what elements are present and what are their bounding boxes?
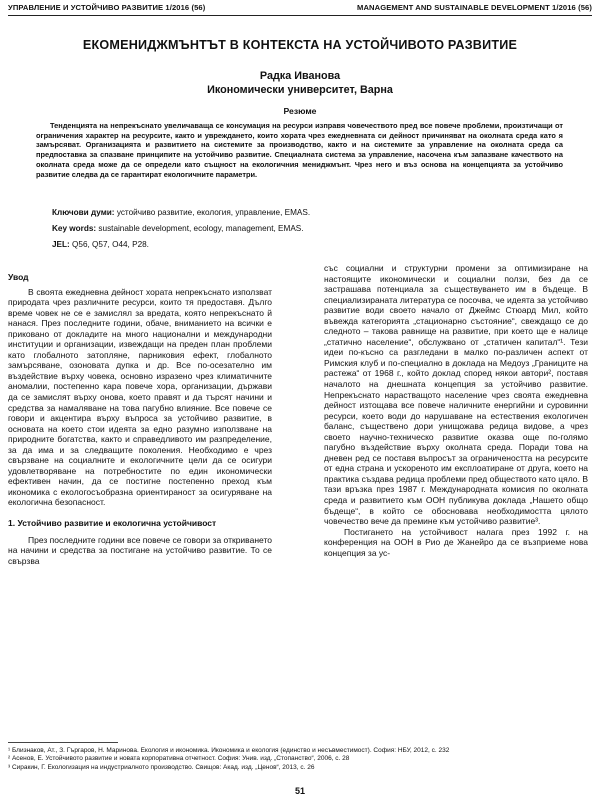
section1-paragraph: През последните години все повече се говори за откриването на начини и средства за постигане на устойчиво развитие. То се свързва <box>8 534 272 566</box>
left-column <box>8 272 272 566</box>
page-number: 51 <box>294 786 305 796</box>
jel-label: JEL: <box>52 240 70 249</box>
article-title: ЕКОМЕНИДЖМЪНТЪТ В КОНТЕКСТА НА УСТОЙЧИВОТО РАЗВИТИЕ <box>82 38 518 52</box>
header-right: MANAGEMENT AND SUSTAINABLE DEVELOPMENT 1/2016 (56) <box>357 3 592 12</box>
footnote-3: ³ Сиракин, Г. Екологизация на индустриалното производство. Свищов: Акад. изд. „Ценов“, 2013, с. 26 <box>8 763 315 771</box>
footnote-1: ¹ Близнаков, Ат., З. Гъргаров, Н. Маринова. Екология и икономика. Икономика и екология (единство и несъвместимост). София: НБУ, 2012, с. 232 <box>8 747 450 754</box>
keywords-bg-value: устойчиво развитие, екология, управление, EMAS. <box>116 208 311 217</box>
intro-heading: Увод <box>8 272 29 282</box>
footnotes <box>8 747 592 772</box>
abstract-text: Тенденцията на непрекъснато увеличаваща се консумация на ресурси изправя човечеството пред все повече проблеми, произтичащи от ограничения характер на ресурсите, както и увреждането, които хората чрез ежедневната си дейност причиняват на околната среда като я замърсяват. Организацията и развитието на системите за производство, както и на системите за управление на околната среда са предпоставка за спазване принципите на устойчиво развитие. Специалната система за управление, насочена към запазване качеството на околната среда може да се определи като същност на екологичния мениджмънт. Чрез него и въз основа на концепцията за устойчиво развитие следва да се гарантират екологичните параметри. <box>36 121 563 179</box>
footnote-rule <box>8 742 118 743</box>
right-column <box>324 263 588 558</box>
jel-codes <box>52 240 149 249</box>
abstract-heading: Резюме <box>283 106 317 116</box>
running-header <box>8 3 592 12</box>
keywords-en-value: sustainable development, ecology, management, EMAS. <box>98 224 304 233</box>
section1-heading: 1. Устойчиво развитие и екологична устойчивост <box>8 518 217 529</box>
keywords-bg-label: Ключови думи: <box>52 208 115 217</box>
right-paragraph-2: Постигането на устойчивост налага през 1992 г. на конференция на ООН в Рио де Жанейро да се възприеме нова концепция за ус- <box>324 526 588 558</box>
header-left: УПРАВЛЕНИЕ И УСТОЙЧИВО РАЗВИТИЕ 1/2016 (56) <box>8 3 206 12</box>
keywords-bg <box>52 208 310 217</box>
intro-paragraph: В своята ежедневна дейност хората непрекъснато използват природата чрез различните ресурси, които тя предоставя. Дълго време човек не се е замислял за вредата, която непрекъснато й нанася. През последните години, обаче, вниманието на всички е приковано от докладите на много национални и международни институции и организации, извеждащи на преден план проблеми като глобалното затопляне, парниковия ефект, глобалното замърсяване, озоновата дупка и др. Все по-осезателно им въздействие върху човека, основно изразено чрез климатичните аномалии, постепенно кара повече хора, организации, държави да се замислят върху онова, което правят и да търсят начини и средства за намаляване на това пагубно влияние. Все повече се говори и акцентира върху въпроса за устойчиво развитие, в основата на което стои идеята за едно разумно използване на природните богатства, както и справедливото им разпределение, за да има и за следващите поколения. Необходимо е чрез свързване на социалните и екологичните цели да се осигури удовлетворяване на потребностите по един икономически ефективен начин, да се постигне постепенно преход към икономика с екологосъобразна ориентираност за осигуряване на екологична безопасност. <box>8 286 272 508</box>
author-affiliation: Икономически университет, Варна <box>207 84 393 96</box>
author-name: Радка Иванова <box>259 70 341 82</box>
footnote-2: ² Асенов, Е. Устойчивото развитие и новата корпоративна отчетност. София: Унив. изд. „Стопанство“, 2006, с. 28 <box>8 755 350 763</box>
right-paragraph-1: със социални и структурни промени за оптимизиране на настоящите икономически и социални ползи, без да се застрашава потенциала за съществуването им в бъдеще. В специализираната литература се посочва, че идеята за устойчиво развитие води своето начало от Джеймс Стюард Мил, който въвежда категорията „стационарно състояние“, свеждащо се до следното – такова равнище на развитие, при което ще е налице „статично население“, обслужвано от „статичен капитал“¹. Тези идеи по-късно са разгледани в малко по-различен аспект от Римския клуб и по-специално в доклада на Медоуз „Границите на растежа“ от 1968 г., който доклад според някои автори², поставя началото на днешната концепция за устойчиво развитие. Непрекъснато нарастващото население чрез своята ежедневна дейност изтощава все повече наличните енергийни и суровинни ресурси, което води до нарушаване на естествения екологичен баланс, съществено дори унищожава редица видове, а чрез своето научно-техническо развитие оказва още по-голямо пагубно въздействие върху околната среда. Поради това на дневен ред се поставя въпросът за ограничеността на ресурсите от една страна и ускореното им експлоатиране от друга, което на практика създава редица проблеми пред обществото като цяло. В тази връзка през 1987 г. Международната комисия по околната среда и развитието към ООН публикува доклада „Нашето общо бъдеще“, в който се обосновава необходимостта цялото човечество вече да премине към устойчиво развитие³. <box>324 263 588 527</box>
keywords-en-label: Key words: <box>52 224 97 233</box>
jel-value: Q56, Q57, O44, P28. <box>72 240 149 249</box>
keywords-en <box>52 224 304 233</box>
header-rule <box>8 15 592 16</box>
